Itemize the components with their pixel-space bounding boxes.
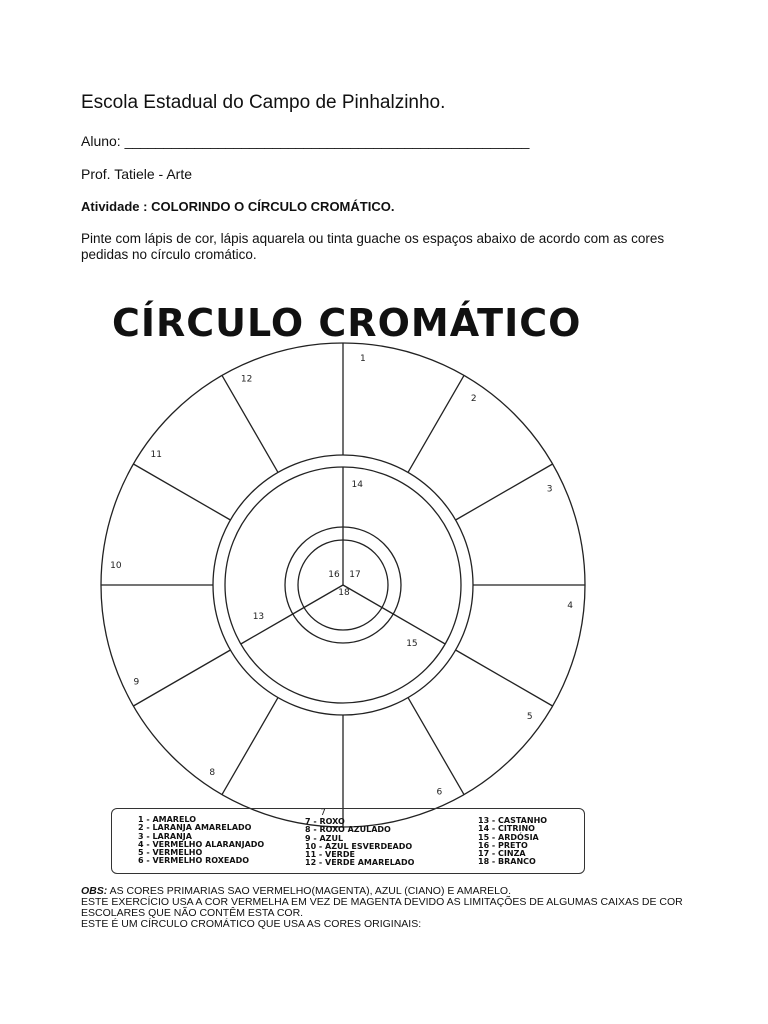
legend-item: 15 - ARDÓSIA	[478, 832, 539, 842]
middle-label: 15	[406, 638, 418, 649]
inner-label: 17	[349, 570, 361, 580]
student-name-line: Aluno: ____________________________________________________	[81, 133, 530, 149]
legend-item: 8 - ROXO AZULADO	[305, 825, 391, 835]
obs-line-2: ESTE EXERCÍCIO USA A COR VERMELHA EM VEZ DE MAGENTA DEVIDO AS LIMITAÇÕES DE ALGUMAS CAIXAS DE COR ESCOLARES QUE NÃO CONTÊM ESTA COR.	[81, 896, 683, 919]
obs-line-1: AS CORES PRIMARIAS SAO VERMELHO(MAGENTA), AZUL (CIANO) E AMARELO.	[107, 885, 511, 897]
legend-item: 11 - VERDE	[305, 850, 355, 860]
legend-item: 13 - CASTANHO	[478, 816, 548, 825]
legend-item: 10 - AZUL ESVERDEADO	[305, 841, 413, 851]
outer-divider	[456, 464, 553, 520]
middle-divider	[241, 608, 304, 645]
inner-label: 16	[328, 570, 340, 580]
legend-item: 3 - LARANJA	[138, 831, 192, 841]
legend-column-2	[305, 818, 414, 868]
legend-item: 16 - PRETO	[478, 840, 528, 850]
outer-label: 1	[360, 353, 366, 364]
outer-divider	[133, 650, 230, 706]
legend-column-3	[478, 817, 547, 867]
outer-label: 5	[526, 711, 533, 722]
legend-item: 5 - VERMELHO	[138, 848, 203, 858]
legend-item: 4 - VERMELHO ALARANJADO	[138, 839, 265, 849]
activity-title: Atividade : COLORINDO O CÍRCULO CROMÁTICO.	[81, 199, 395, 214]
inner-divider	[304, 585, 343, 608]
outer-label: 12	[240, 374, 253, 385]
legend-item: 17 - CINZA	[478, 849, 526, 859]
legend-item: 12 - VERDE AMARELADO	[305, 858, 415, 868]
wheel-title: CÍRCULO CROMÁTICO	[112, 301, 582, 345]
outer-divider	[222, 375, 278, 472]
outer-label: 2	[470, 394, 477, 405]
middle-label: 13	[252, 611, 265, 622]
outer-label: 4	[567, 600, 573, 611]
outer-label: 3	[546, 484, 553, 495]
outer-label: 8	[209, 767, 216, 778]
obs-line-3: ESTE É UM CÍRCULO CROMÁTICO QUE USA AS CORES ORIGINAIS:	[81, 918, 422, 930]
outer-label: 11	[150, 450, 162, 461]
outer-label: 10	[110, 561, 122, 572]
legend-item: 18 - BRANCO	[478, 857, 536, 867]
outer-divider	[408, 698, 464, 795]
legend-item: 7 - ROXO	[305, 817, 345, 826]
outer-divider	[456, 650, 553, 706]
middle-label: 14	[351, 479, 363, 490]
outer-label: 7	[320, 808, 326, 819]
outer-divider	[133, 464, 230, 520]
instructions: Pinte com lápis de cor, lápis aquarela ou tinta guache os espaços abaixo de acordo com as cores pedidas no círculo cromático.	[81, 231, 665, 262]
legend-item: 6 - VERMELHO ROXEADO	[138, 856, 250, 866]
legend-item: 14 - CITRINO	[478, 824, 535, 834]
legend-column-1	[138, 816, 264, 866]
teacher-line: Prof. Tatiele - Arte	[81, 166, 193, 182]
legend-item: 1 - AMARELO	[138, 815, 197, 824]
outer-label: 9	[133, 677, 140, 688]
outer-divider	[222, 698, 278, 795]
obs-label: OBS:	[81, 885, 108, 897]
legend-item: 9 - AZUL	[305, 833, 344, 843]
observations	[81, 886, 701, 930]
inner-label: 18	[338, 588, 350, 598]
school-name: Escola Estadual do Campo de Pinhalzinho.	[81, 92, 446, 113]
legend-item: 2 - LARANJA AMARELADO	[138, 823, 252, 833]
outer-label: 6	[436, 787, 443, 798]
outer-divider	[408, 375, 464, 472]
